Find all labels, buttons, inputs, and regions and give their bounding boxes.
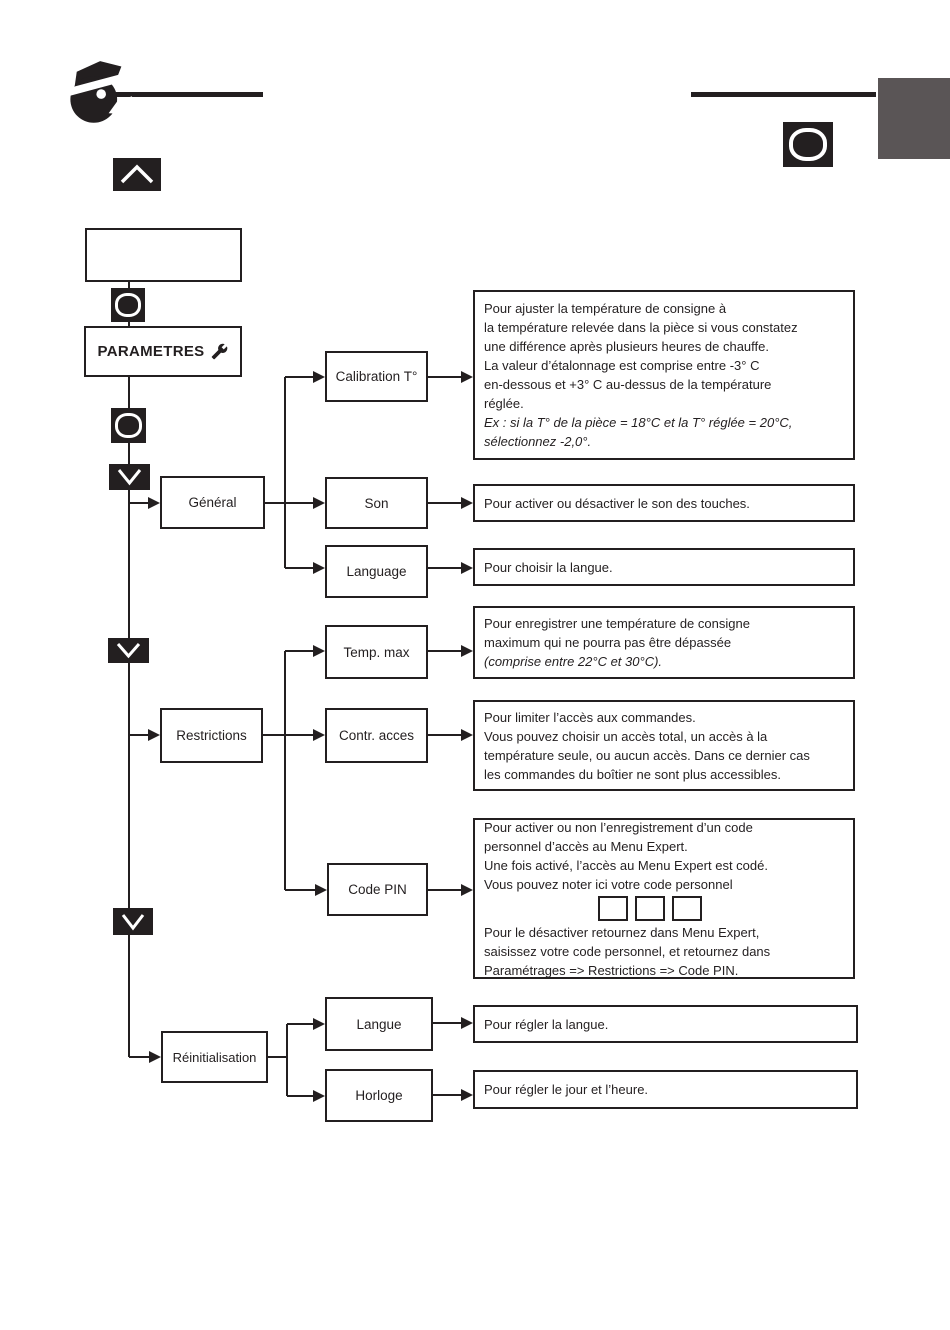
description-line: une différence après plusieurs heures de chauffe. (484, 339, 769, 354)
submenu-box-codepin (327, 863, 428, 916)
down-button-icon-2 (108, 638, 149, 663)
ok-button-icon-1 (111, 288, 145, 322)
display-screen-box (85, 228, 242, 282)
submenu-label: Langue (356, 1016, 402, 1032)
desc-lines (428, 377, 463, 1095)
desc-contracces (473, 700, 855, 791)
menu-box-general (160, 476, 265, 529)
menu-label: Restrictions (176, 728, 247, 743)
down-button-icon-3 (113, 908, 153, 935)
desc-calibration (473, 290, 855, 460)
description-line: Paramétrages => Restrictions => Code PIN. (484, 962, 739, 978)
description-line: la température relevée dans la pièce si vous constatez (484, 320, 798, 335)
submenu-label: Calibration T° (335, 369, 418, 384)
trunk-branches (129, 503, 151, 1057)
menu-box-restrictions (160, 708, 263, 763)
description-line: température seule, ou aucun accès. Dans ce dernier cas (484, 747, 810, 763)
description-line: Pour activer ou désactiver le son des touches. (484, 495, 750, 511)
desc-codepin (473, 818, 855, 979)
desc-tempmax (473, 606, 855, 679)
description-line: Pour limiter l’accès aux commandes. (484, 709, 696, 725)
submenu-label: Son (364, 495, 389, 511)
submenu-label: Horloge (355, 1088, 403, 1103)
description-line: Pour enregistrer une température de consigne (484, 616, 750, 631)
description-line: réglée. (484, 396, 524, 411)
parametres-label: PARAMETRES (97, 343, 205, 360)
header-rule-right (691, 92, 876, 97)
desc-horloge (473, 1070, 858, 1109)
desc-son (473, 484, 855, 522)
description-line: La valeur d’étalonnage est comprise entre -3° C (484, 358, 760, 373)
description-line: Pour régler le jour et l’heure. (484, 1082, 649, 1097)
ok-rounded-square (789, 128, 827, 161)
submenu-label: Temp. max (343, 644, 410, 660)
description-line: Pour régler la langue. (484, 1016, 609, 1032)
ok-button-icon (783, 122, 833, 167)
submenu-box-calibration (325, 351, 428, 402)
menu-label: Général (188, 495, 237, 510)
description-line: sélectionnez -2,0°. (484, 434, 592, 449)
description-line: Pour le désactiver retournez dans Menu Expert, (484, 924, 760, 940)
ok-rounded-square (115, 413, 142, 438)
down-button-icon-1 (109, 464, 150, 490)
description-line: maximum qui ne pourra pas être dépassée (484, 635, 732, 650)
description-line: Ex : si la T° de la pièce = 18°C et la T° réglée = 20°C, (484, 415, 793, 430)
pin-digit-box (635, 896, 665, 921)
submenu-box-language (325, 545, 428, 598)
connector-lines (129, 282, 463, 1096)
reinit-group-lines (268, 1024, 315, 1096)
description-line: Vous pouvez choisir un accès total, un accès à la (484, 728, 768, 744)
brand-logo (64, 58, 132, 128)
description-line: Pour choisir la langue. (484, 559, 613, 575)
pin-digit-box (672, 896, 702, 921)
pin-digit-box (598, 896, 628, 921)
submenu-box-langue (325, 997, 433, 1051)
description-line: Pour activer ou non l’enregistrement d’un code (484, 819, 753, 835)
description-line: Vous pouvez noter ici votre code personnel (484, 876, 733, 892)
description-line: Une fois activé, l’accès au Menu Expert est codé. (484, 857, 768, 873)
description-line: les commandes du boîtier ne sont plus accessibles. (484, 766, 781, 782)
description-line: en-dessous et +3° C au-dessus de la température (484, 377, 772, 392)
submenu-box-tempmax (325, 625, 428, 679)
desc-language (473, 548, 855, 586)
desc-langue (473, 1005, 858, 1043)
submenu-box-contracces (325, 708, 428, 763)
menu-box-reinitialisation (161, 1031, 268, 1083)
submenu-box-son (325, 477, 428, 529)
chevron-up-icon (113, 158, 161, 191)
description-line: personnel d’accès au Menu Expert. (484, 838, 688, 854)
up-button-icon (113, 158, 161, 191)
page-edge-tab (878, 78, 950, 159)
pin-code-boxes (598, 896, 849, 921)
ok-button-icon-2 (111, 408, 146, 443)
general-group-lines (265, 377, 315, 568)
submenu-label: Contr. acces (338, 728, 415, 743)
wrench-icon (211, 343, 228, 360)
ok-rounded-square (115, 293, 141, 317)
menu-label: Réinitialisation (172, 1049, 257, 1065)
submenu-label: Language (346, 564, 407, 579)
description-line: saisissez votre code personnel, et retournez dans (484, 943, 771, 959)
parametres-menu-box (84, 326, 242, 377)
description-line: (comprise entre 22°C et 30°C). (484, 654, 663, 669)
restrictions-group-lines (263, 651, 317, 890)
description-line: Pour ajuster la température de consigne à (484, 301, 727, 316)
submenu-label: Code PIN (348, 882, 407, 897)
submenu-box-horloge (325, 1069, 433, 1122)
